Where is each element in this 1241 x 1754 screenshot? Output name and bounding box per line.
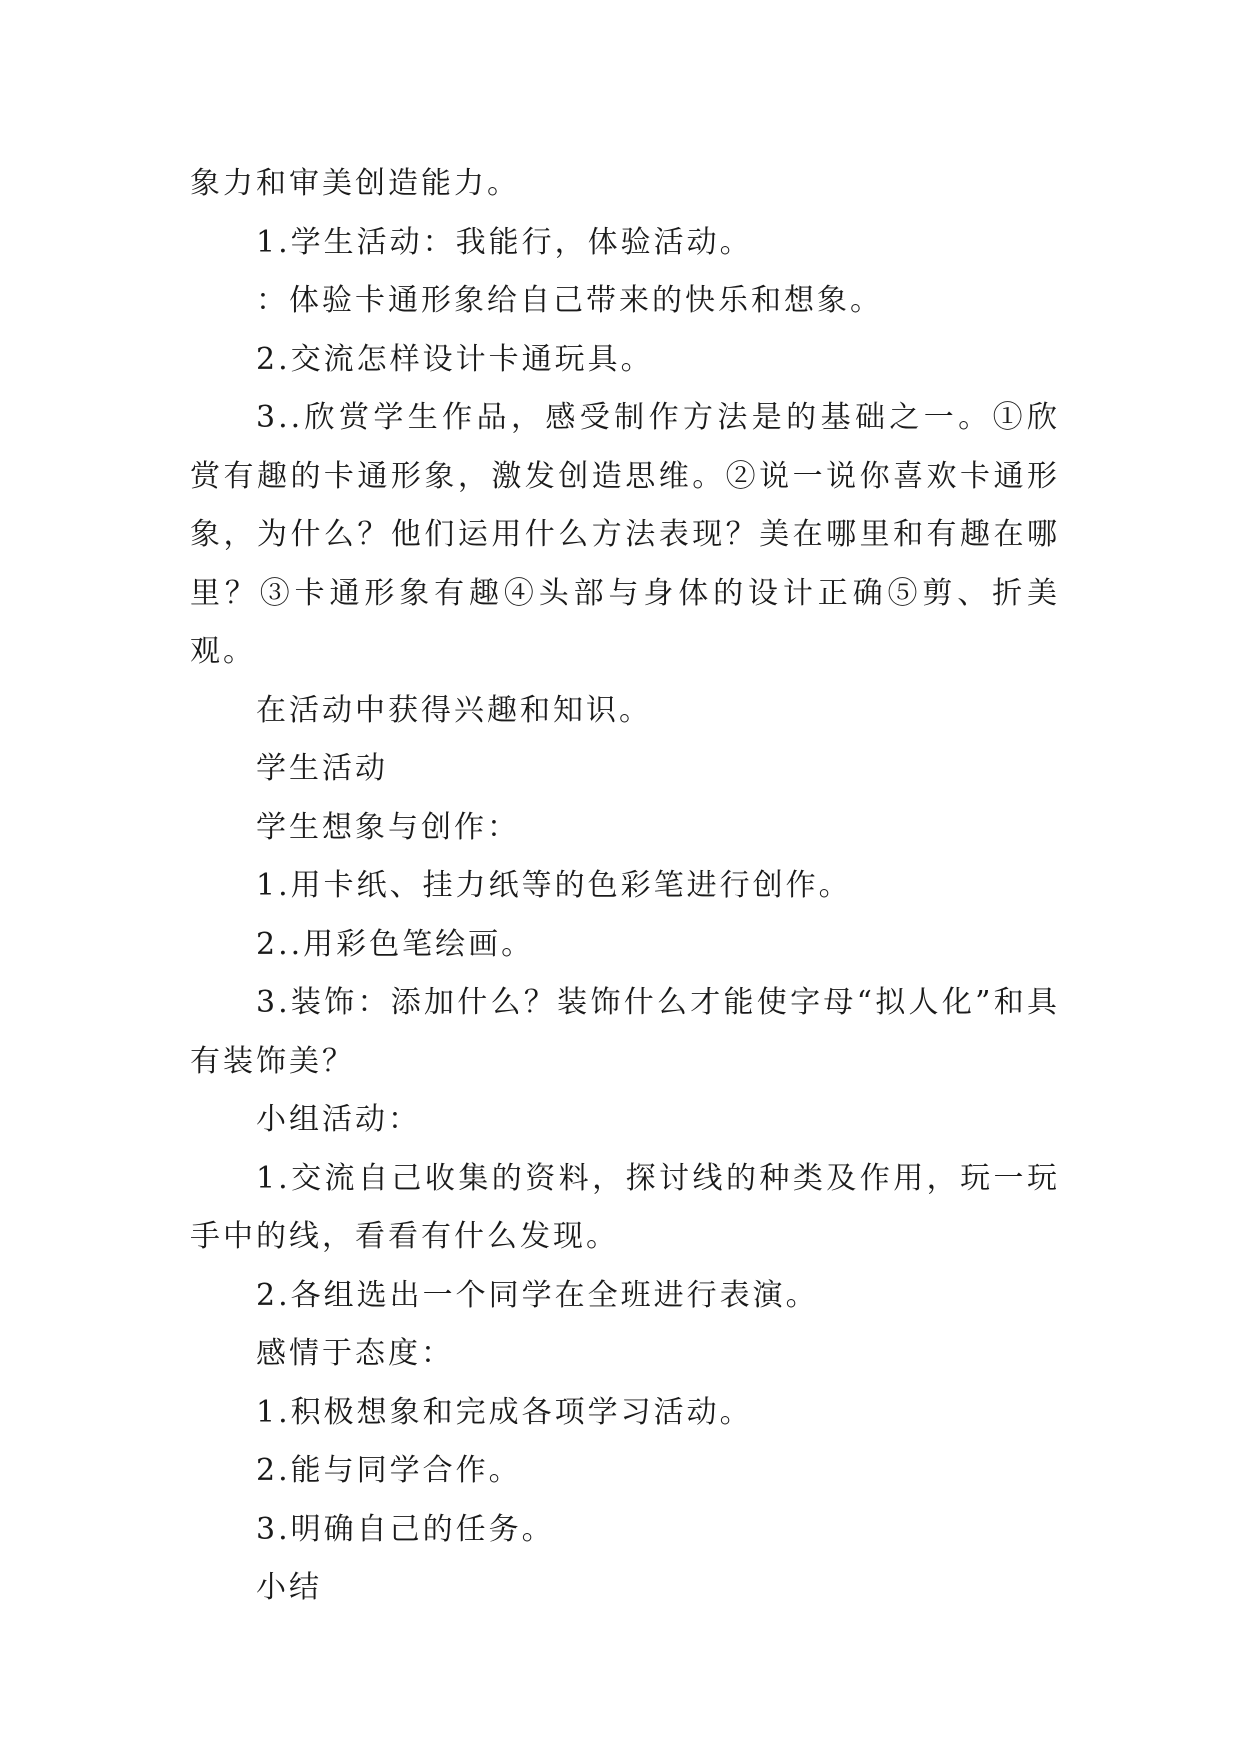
- list-item: 3.明确自己的任务。: [256, 1511, 555, 1547]
- list-item: 3.装饰：添加什么？装饰什么才能使字母“拟人化”和具有装饰美？: [190, 985, 1060, 1079]
- list-item: 1.积极想象和完成各项学习活动。: [256, 1394, 753, 1430]
- paragraph: 2.交流怎样设计卡通玩具。: [256, 341, 654, 377]
- section-heading: 感情于态度：: [256, 1336, 454, 1371]
- paragraph: 1.学生活动：我能行，体验活动。: [256, 224, 753, 260]
- list-item: 1.交流自己收集的资料，探讨线的种类及作用，玩一玩手中的线，看看有什么发现。: [190, 1160, 1060, 1254]
- list-item: 2..用彩色笔绘画。: [256, 926, 535, 962]
- section-heading: 学生想象与创作：: [256, 809, 520, 845]
- list-item: 1.用卡纸、挂力纸等的色彩笔进行创作。: [256, 868, 852, 903]
- paragraph: ：体验卡通形象给自己带来的快乐和想象。: [256, 283, 883, 318]
- paragraph: 象力和审美创造能力。: [190, 166, 520, 201]
- document-body: [190, 155, 1060, 1618]
- paragraph: 3..欣赏学生作品，感受制作方法是的基础之一。①欣赏有趣的卡通形象，激发创造思维。②说一说你喜欢卡通形象，为什么？他们运用什么方法表现？美在哪里和有趣在哪里？③卡通形象有趣④头部与身体的设计正确⑤剪、折美观。: [190, 400, 1060, 669]
- list-item: 2.能与同学合作。: [256, 1453, 522, 1488]
- section-heading: 小组活动：: [256, 1102, 421, 1137]
- list-item: 2.各组选出一个同学在全班进行表演。: [256, 1277, 819, 1313]
- paragraph: 在活动中获得兴趣和知识。: [256, 692, 652, 728]
- section-heading: 学生活动: [256, 751, 388, 786]
- section-heading: 小结: [256, 1570, 322, 1605]
